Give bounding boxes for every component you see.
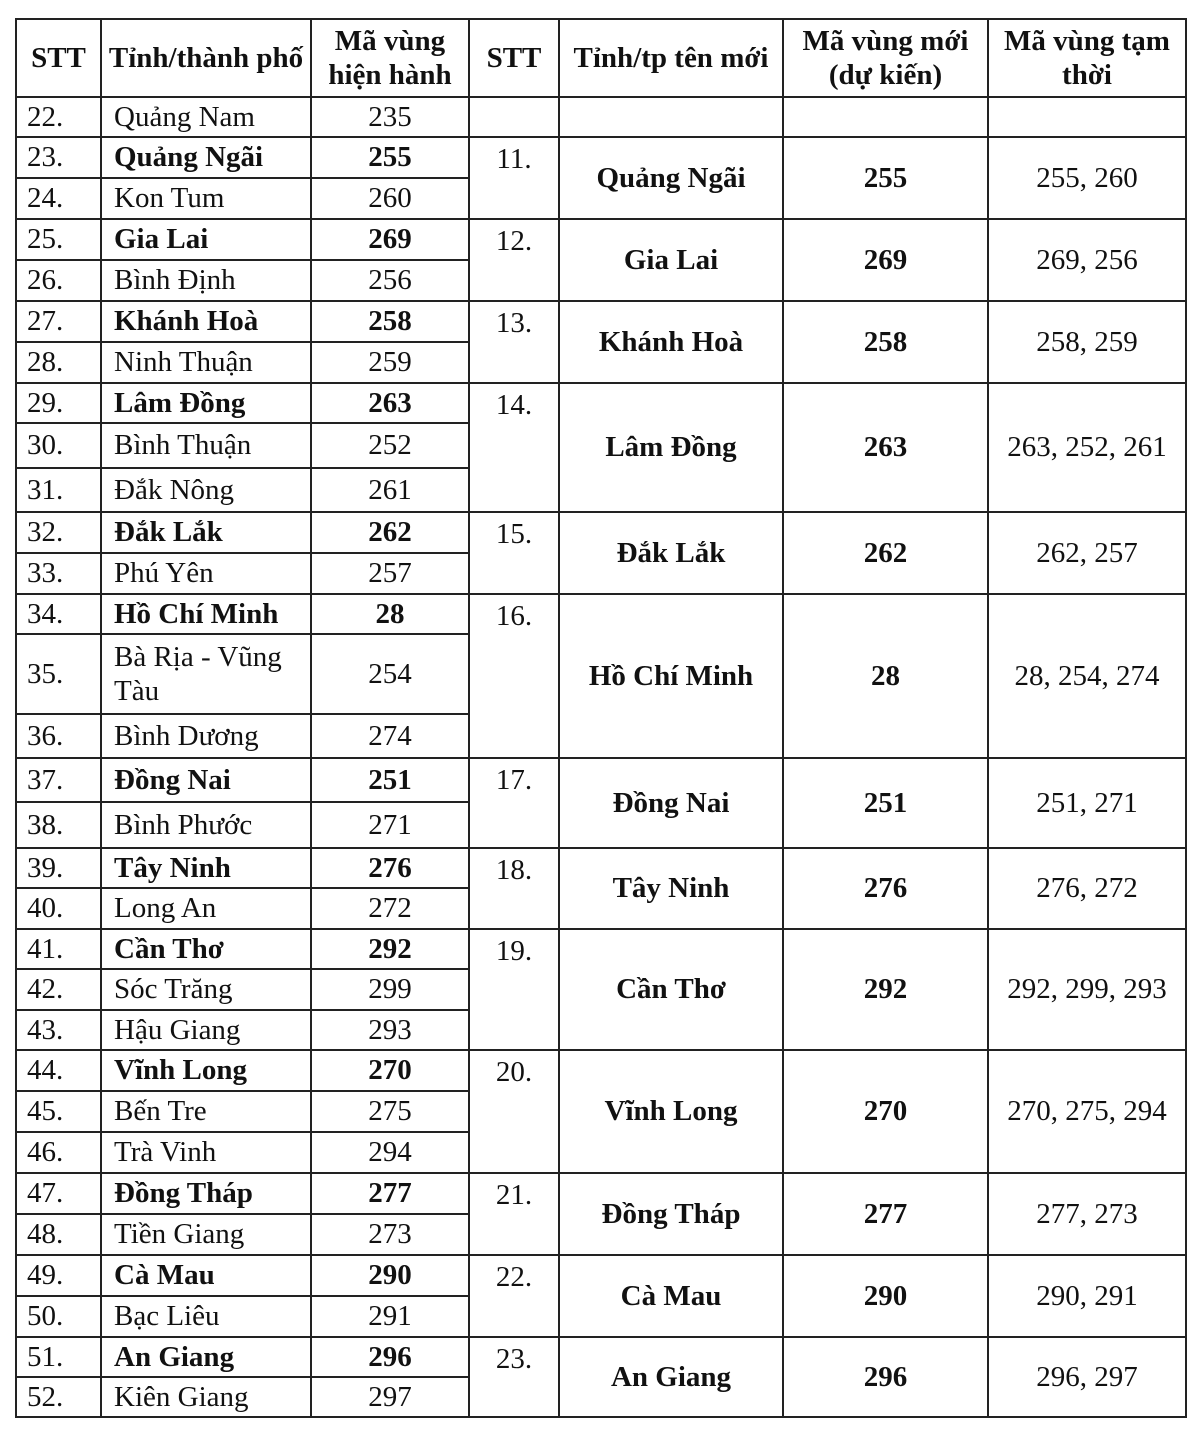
province-name: Đắk Lắk [101,512,311,553]
row-stt: 35. [16,634,101,714]
current-area-code: 259 [311,342,469,383]
province-name: Đồng Nai [101,758,311,802]
new-stt: 21. [469,1173,559,1255]
new-stt: 12. [469,219,559,301]
current-area-code: 28 [311,594,469,634]
province-name: Bình Định [101,260,311,301]
province-name: Cần Thơ [101,929,311,969]
province-name: Kon Tum [101,178,311,219]
new-area-code: 296 [783,1337,988,1417]
temporary-area-codes [988,97,1186,137]
current-area-code: 292 [311,929,469,969]
table-row [16,97,1186,137]
new-stt: 22. [469,1255,559,1337]
row-stt: 41. [16,929,101,969]
row-stt: 48. [16,1214,101,1255]
new-stt: 18. [469,848,559,929]
current-area-code: 275 [311,1091,469,1132]
table-row [16,758,1186,802]
province-name: Lâm Đồng [101,383,311,423]
row-stt: 24. [16,178,101,219]
new-area-code: 270 [783,1050,988,1173]
table-row [16,929,1186,969]
province-name: Gia Lai [101,219,311,260]
current-area-code: 257 [311,553,469,594]
header-stt-new: STT [469,19,559,97]
new-area-code: 251 [783,758,988,848]
table-row [16,383,1186,423]
current-area-code: 261 [311,468,469,512]
row-stt: 29. [16,383,101,423]
current-area-code: 297 [311,1377,469,1417]
new-stt: 20. [469,1050,559,1173]
new-province-name: Gia Lai [559,219,783,301]
province-name: Bình Phước [101,802,311,848]
province-name: Bà Rịa - Vũng Tàu [101,634,311,714]
province-name: Sóc Trăng [101,969,311,1010]
new-province-name: Lâm Đồng [559,383,783,512]
province-name: Cà Mau [101,1255,311,1296]
row-stt: 23. [16,137,101,178]
new-province-name: Đắk Lắk [559,512,783,594]
new-province-name: Cà Mau [559,1255,783,1337]
province-name: Trà Vinh [101,1132,311,1173]
temporary-area-codes: 255, 260 [988,137,1186,219]
temporary-area-codes: 292, 299, 293 [988,929,1186,1050]
row-stt: 51. [16,1337,101,1377]
row-stt: 49. [16,1255,101,1296]
new-stt [469,97,559,137]
temporary-area-codes: 276, 272 [988,848,1186,929]
new-area-code: 269 [783,219,988,301]
province-name: Bình Thuận [101,423,311,468]
row-stt: 33. [16,553,101,594]
row-stt: 52. [16,1377,101,1417]
current-area-code: 262 [311,512,469,553]
province-name: Hậu Giang [101,1010,311,1050]
new-stt: 11. [469,137,559,219]
row-stt: 50. [16,1296,101,1337]
row-stt: 32. [16,512,101,553]
new-area-code: 258 [783,301,988,383]
row-stt: 46. [16,1132,101,1173]
current-area-code: 299 [311,969,469,1010]
new-province-name: Tây Ninh [559,848,783,929]
area-code-table [15,18,1187,1418]
table-row [16,1173,1186,1214]
temporary-area-codes: 277, 273 [988,1173,1186,1255]
province-name: Vĩnh Long [101,1050,311,1091]
header-new-code: Mã vùng mới (dự kiến) [783,19,988,97]
province-name: Quảng Ngãi [101,137,311,178]
current-area-code: 277 [311,1173,469,1214]
row-stt: 27. [16,301,101,342]
new-province-name: Quảng Ngãi [559,137,783,219]
table-row [16,594,1186,634]
new-area-code: 292 [783,929,988,1050]
temporary-area-codes: 258, 259 [988,301,1186,383]
table-row [16,219,1186,260]
current-area-code: 255 [311,137,469,178]
row-stt: 26. [16,260,101,301]
new-province-name: Đồng Nai [559,758,783,848]
row-stt: 22. [16,97,101,137]
row-stt: 30. [16,423,101,468]
new-province-name: Cần Thơ [559,929,783,1050]
table-row [16,137,1186,178]
province-name: Đắk Nông [101,468,311,512]
current-area-code: 271 [311,802,469,848]
province-name: Bình Dương [101,714,311,758]
new-area-code: 276 [783,848,988,929]
new-province-name [559,97,783,137]
row-stt: 34. [16,594,101,634]
current-area-code: 258 [311,301,469,342]
row-stt: 31. [16,468,101,512]
row-stt: 45. [16,1091,101,1132]
province-name: An Giang [101,1337,311,1377]
current-area-code: 269 [311,219,469,260]
new-area-code: 290 [783,1255,988,1337]
new-area-code: 28 [783,594,988,758]
table-row [16,301,1186,342]
province-name: Hồ Chí Minh [101,594,311,634]
temporary-area-codes: 28, 254, 274 [988,594,1186,758]
temporary-area-codes: 251, 271 [988,758,1186,848]
temporary-area-codes: 262, 257 [988,512,1186,594]
new-area-code: 255 [783,137,988,219]
new-province-name: Vĩnh Long [559,1050,783,1173]
new-province-name: Hồ Chí Minh [559,594,783,758]
new-area-code: 277 [783,1173,988,1255]
new-province-name: Khánh Hoà [559,301,783,383]
table-row [16,1255,1186,1296]
current-area-code: 274 [311,714,469,758]
table-row [16,848,1186,888]
province-name: Đồng Tháp [101,1173,311,1214]
current-area-code: 252 [311,423,469,468]
current-area-code: 263 [311,383,469,423]
table-row [16,1050,1186,1091]
new-stt: 14. [469,383,559,512]
row-stt: 37. [16,758,101,802]
new-stt: 13. [469,301,559,383]
new-area-code: 263 [783,383,988,512]
header-province: Tỉnh/thành phố [101,19,311,97]
new-province-name: Đồng Tháp [559,1173,783,1255]
temporary-area-codes: 263, 252, 261 [988,383,1186,512]
province-name: Quảng Nam [101,97,311,137]
current-area-code: 273 [311,1214,469,1255]
new-stt: 15. [469,512,559,594]
province-name: Kiên Giang [101,1377,311,1417]
current-area-code: 270 [311,1050,469,1091]
temporary-area-codes: 290, 291 [988,1255,1186,1337]
row-stt: 39. [16,848,101,888]
row-stt: 25. [16,219,101,260]
table-row [16,1337,1186,1377]
new-stt: 23. [469,1337,559,1417]
new-area-code: 262 [783,512,988,594]
row-stt: 40. [16,888,101,929]
current-area-code: 272 [311,888,469,929]
new-stt: 16. [469,594,559,758]
header-temp-code: Mã vùng tạm thời [988,19,1186,97]
province-name: Bến Tre [101,1091,311,1132]
province-name: Phú Yên [101,553,311,594]
province-name: Long An [101,888,311,929]
row-stt: 36. [16,714,101,758]
current-area-code: 294 [311,1132,469,1173]
province-name: Tiền Giang [101,1214,311,1255]
current-area-code: 290 [311,1255,469,1296]
row-stt: 42. [16,969,101,1010]
current-area-code: 251 [311,758,469,802]
header-stt: STT [16,19,101,97]
temporary-area-codes: 270, 275, 294 [988,1050,1186,1173]
current-area-code: 276 [311,848,469,888]
header-row [16,19,1186,97]
header-new-province: Tỉnh/tp tên mới [559,19,783,97]
current-area-code: 256 [311,260,469,301]
current-area-code: 296 [311,1337,469,1377]
temporary-area-codes: 296, 297 [988,1337,1186,1417]
new-stt: 17. [469,758,559,848]
row-stt: 44. [16,1050,101,1091]
province-name: Tây Ninh [101,848,311,888]
current-area-code: 293 [311,1010,469,1050]
current-area-code: 254 [311,634,469,714]
province-name: Ninh Thuận [101,342,311,383]
table-row [16,512,1186,553]
row-stt: 38. [16,802,101,848]
current-area-code: 260 [311,178,469,219]
current-area-code: 235 [311,97,469,137]
current-area-code: 291 [311,1296,469,1337]
new-stt: 19. [469,929,559,1050]
new-province-name: An Giang [559,1337,783,1417]
new-area-code [783,97,988,137]
temporary-area-codes: 269, 256 [988,219,1186,301]
row-stt: 47. [16,1173,101,1214]
row-stt: 43. [16,1010,101,1050]
header-current-code: Mã vùng hiện hành [311,19,469,97]
province-name: Khánh Hoà [101,301,311,342]
row-stt: 28. [16,342,101,383]
province-name: Bạc Liêu [101,1296,311,1337]
